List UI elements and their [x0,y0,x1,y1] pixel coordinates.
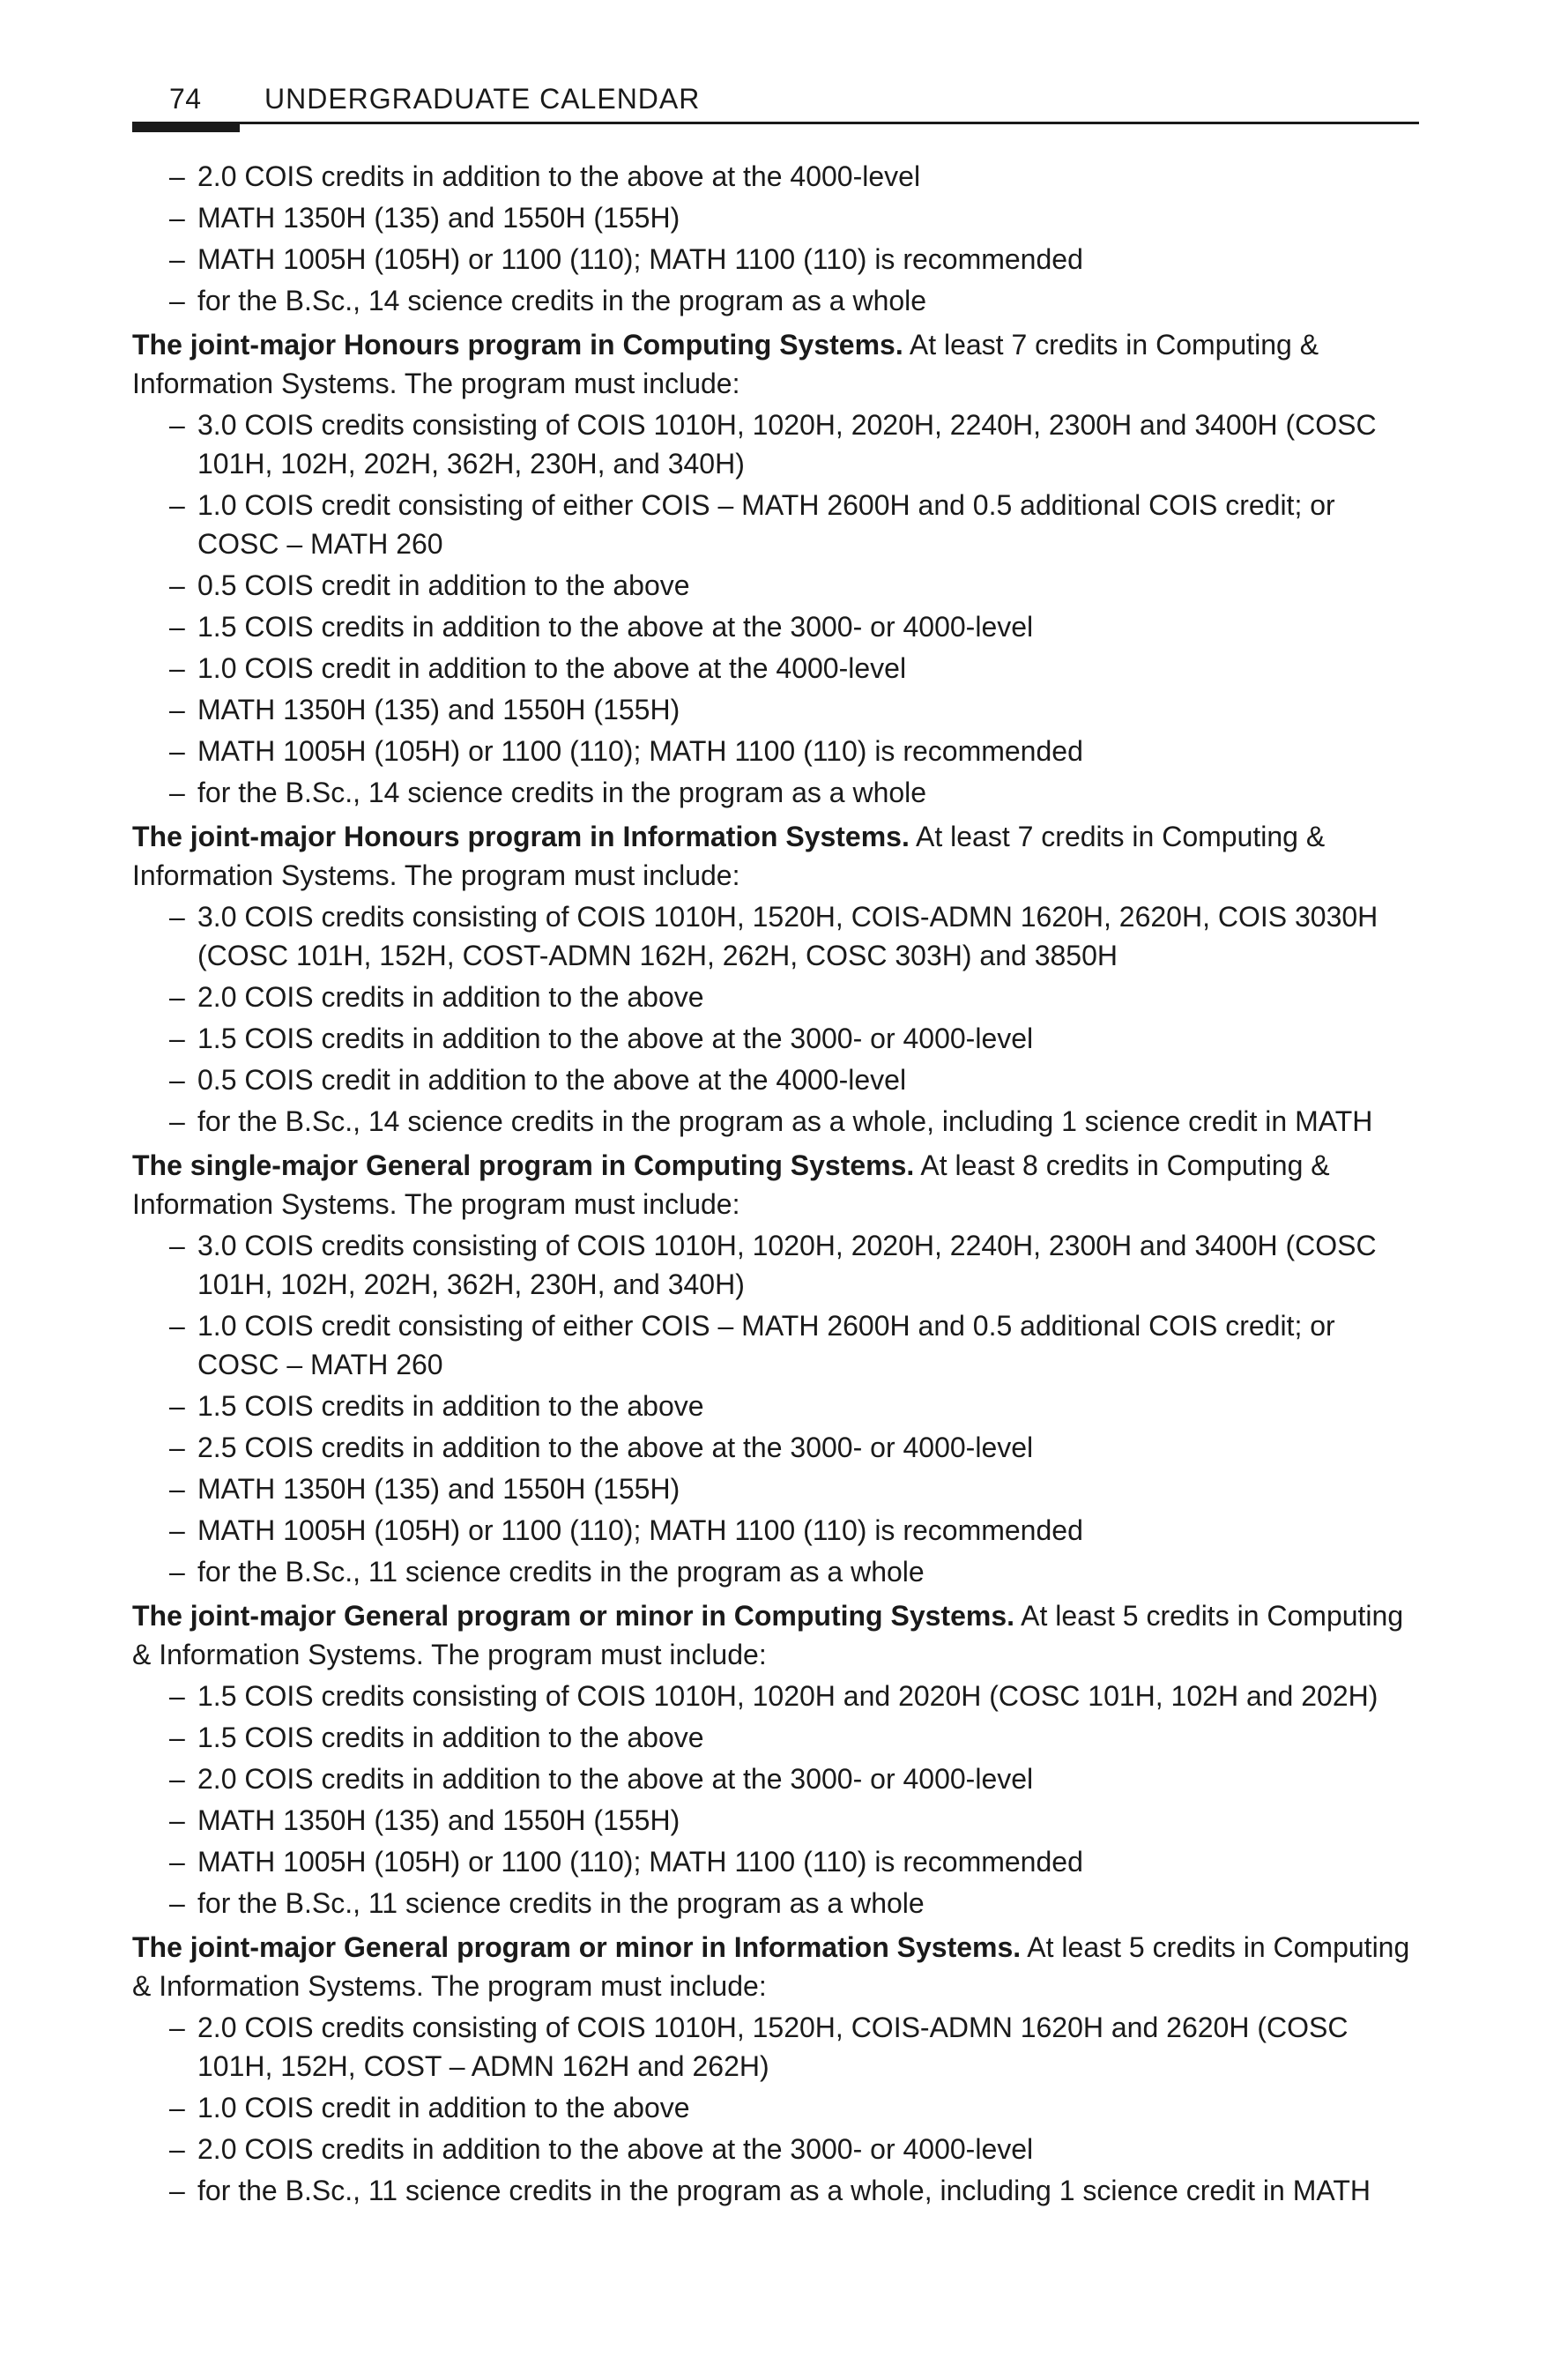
list-item-text: 0.5 COIS credit in addition to the above at the 4000-level [197,1064,907,1096]
dash-bullet: – [169,1722,185,1753]
list-item-text: 3.0 COIS credits consisting of COIS 1010H, 1020H, 2020H, 2240H, 2300H and 3400H (COSC 101H, 102H, 202H, 362H, 230H, and 340H) [197,1230,1377,1300]
dash-bullet: – [169,1680,185,1712]
list-item-text: 1.0 COIS credit consisting of either COIS – MATH 2600H and 0.5 additional COIS credit; or COSC – MATH 260 [197,489,1335,560]
dash-bullet: – [169,285,185,316]
dash-bullet: – [169,1763,185,1795]
list-item-text: MATH 1005H (105H) or 1100 (110); MATH 1100 (110) is recommended [197,735,1083,767]
section-lead [132,1928,1419,2005]
list-item-text: 1.0 COIS credit in addition to the above at the 4000-level [197,652,907,684]
list-item [132,405,1419,483]
dash-bullet: – [169,777,185,808]
list-item [132,157,1419,196]
list-item-text: 3.0 COIS credits consisting of COIS 1010H, 1020H, 2020H, 2240H, 2300H and 3400H (COSC 101H, 102H, 202H, 362H, 230H, and 340H) [197,409,1377,480]
list-item [132,2088,1419,2127]
list-item [132,240,1419,279]
section-text: At least 5 credits in Computing & Information Systems. The program must include: [132,1600,1404,1670]
list-item [132,1019,1419,1058]
section-lead [132,1596,1419,1674]
list-item [132,1306,1419,1384]
dash-bullet: – [169,981,185,1013]
list-item-text: MATH 1005H (105H) or 1100 (110); MATH 1100 (110) is recommended [197,1846,1083,1878]
dash-bullet: – [169,1310,185,1342]
section-lead [132,817,1419,895]
list-item-text: MATH 1350H (135) and 1550H (155H) [197,1473,680,1505]
dash-bullet: – [169,202,185,234]
list-item [132,732,1419,770]
list-item-text: 0.5 COIS credit in addition to the above [197,569,690,601]
dash-bullet: – [169,569,185,601]
list-item-text: 2.0 COIS credits consisting of COIS 1010H, 1520H, COIS-ADMN 1620H and 2620H (COSC 101H, 152H, COST – ADMN 162H and 262H) [197,2012,1349,2082]
list-item [132,1552,1419,1591]
dash-bullet: – [169,2012,185,2043]
program-section [132,1146,1419,1591]
list-item-text: for the B.Sc., 14 science credits in the program as a whole, including 1 science credit in MATH [197,1105,1373,1137]
list-item [132,2008,1419,2086]
dash-bullet: – [169,1514,185,1546]
list-item-text: 3.0 COIS credits consisting of COIS 1010H, 1520H, COIS-ADMN 1620H, 2620H, COIS 3030H (COSC 101H, 152H, COST-ADMN 162H, 262H, COSC 303H) and 3850H [197,901,1378,971]
list-item-text: for the B.Sc., 11 science credits in the program as a whole, including 1 science credit in MATH [197,2175,1371,2206]
requirements-list [132,2008,1419,2210]
section-text: At least 8 credits in Computing & Information Systems. The program must include: [132,1149,1330,1220]
list-item [132,1102,1419,1141]
section-text: At least 5 credits in Computing & Information Systems. The program must include: [132,1931,1410,2002]
dash-bullet: – [169,1390,185,1422]
list-item [132,1677,1419,1715]
program-section [132,817,1419,1141]
list-item [132,1884,1419,1923]
list-item [132,1718,1419,1757]
list-item-text: 1.5 COIS credits in addition to the above [197,1390,704,1422]
dash-bullet: – [169,1887,185,1919]
list-item [132,1469,1419,1508]
dash-bullet: – [169,1432,185,1463]
dash-bullet: – [169,611,185,643]
section-lead [132,1146,1419,1223]
intro-requirements-list [132,157,1419,320]
list-item [132,607,1419,646]
section-title: The joint-major Honours program in Computing Systems. [132,329,903,361]
dash-bullet: – [169,243,185,275]
dash-bullet: – [169,1556,185,1588]
section-title: The joint-major Honours program in Information Systems. [132,821,910,852]
list-item-text: for the B.Sc., 14 science credits in the program as a whole [197,285,927,316]
dash-bullet: – [169,1473,185,1505]
requirements-list [132,1677,1419,1923]
list-item [132,1226,1419,1304]
list-item [132,690,1419,729]
running-title: UNDERGRADUATE CALENDAR [264,83,701,115]
list-item [132,2171,1419,2210]
list-item-text: 2.0 COIS credits in addition to the above at the 3000- or 4000-level [197,1763,1034,1795]
list-item [132,1387,1419,1425]
dash-bullet: – [169,901,185,933]
list-item-text: MATH 1005H (105H) or 1100 (110); MATH 1100 (110) is recommended [197,1514,1083,1546]
list-item [132,1060,1419,1099]
list-item [132,1511,1419,1550]
list-item-text: for the B.Sc., 14 science credits in the program as a whole [197,777,927,808]
list-item-text: 2.0 COIS credits in addition to the above at the 3000- or 4000-level [197,2133,1034,2165]
page-content [132,157,1419,2213]
list-item-text: 2.0 COIS credits in addition to the above [197,981,704,1013]
list-item [132,773,1419,812]
list-item-text: 1.5 COIS credits consisting of COIS 1010H, 1020H and 2020H (COSC 101H, 102H and 202H) [197,1680,1378,1712]
program-section [132,1928,1419,2210]
list-item-text: for the B.Sc., 11 science credits in the program as a whole [197,1887,925,1919]
list-item-text: MATH 1350H (135) and 1550H (155H) [197,1804,680,1836]
list-item-text: MATH 1005H (105H) or 1100 (110); MATH 1100 (110) is recommended [197,243,1083,275]
requirements-list [132,405,1419,812]
list-item [132,649,1419,688]
section-title: The joint-major General program or minor in Computing Systems. [132,1600,1015,1632]
dash-bullet: – [169,1105,185,1137]
dash-bullet: – [169,1023,185,1054]
list-item-text: for the B.Sc., 11 science credits in the program as a whole [197,1556,925,1588]
dash-bullet: – [169,2175,185,2206]
dash-bullet: – [169,160,185,192]
list-item-text: MATH 1350H (135) and 1550H (155H) [197,694,680,725]
list-item [132,1842,1419,1881]
dash-bullet: – [169,409,185,441]
list-item-text: 1.5 COIS credits in addition to the above at the 3000- or 4000-level [197,611,1034,643]
list-item [132,897,1419,975]
list-item-text: 1.5 COIS credits in addition to the above at the 3000- or 4000-level [197,1023,1034,1054]
list-item-text: 2.0 COIS credits in addition to the above at the 4000-level [197,160,921,192]
list-item [132,281,1419,320]
dash-bullet: – [169,1064,185,1096]
list-item [132,198,1419,237]
dash-bullet: – [169,652,185,684]
dash-bullet: – [169,735,185,767]
page-header [132,78,1419,127]
list-item-text: 1.0 COIS credit consisting of either COIS – MATH 2600H and 0.5 additional COIS credit; or COSC – MATH 260 [197,1310,1335,1380]
list-item [132,566,1419,605]
section-lead [132,325,1419,403]
header-tab-bar [132,122,240,132]
program-section [132,1596,1419,1923]
section-title: The joint-major General program or minor in Information Systems. [132,1931,1022,1963]
section-title: The single-major General program in Computing Systems. [132,1149,915,1181]
dash-bullet: – [169,1846,185,1878]
list-item-text: 1.5 COIS credits in addition to the above [197,1722,704,1753]
list-item-text: MATH 1350H (135) and 1550H (155H) [197,202,680,234]
list-item [132,486,1419,563]
list-item-text: 2.5 COIS credits in addition to the above at the 3000- or 4000-level [197,1432,1034,1463]
list-item [132,1801,1419,1840]
dash-bullet: – [169,1804,185,1836]
requirements-list [132,1226,1419,1591]
dash-bullet: – [169,1230,185,1261]
list-item [132,1428,1419,1467]
list-item-text: 1.0 COIS credit in addition to the above [197,2092,690,2123]
dash-bullet: – [169,694,185,725]
list-item [132,1759,1419,1798]
program-section [132,325,1419,812]
page-number: 74 [169,83,202,115]
dash-bullet: – [169,489,185,521]
header-rule [132,122,1419,124]
list-item [132,2130,1419,2168]
dash-bullet: – [169,2133,185,2165]
section-text: At least 7 credits in Computing & Information Systems. The program must include: [132,821,1326,891]
section-text: At least 7 credits in Computing & Information Systems. The program must include: [132,329,1319,399]
dash-bullet: – [169,2092,185,2123]
list-item [132,978,1419,1016]
requirements-list [132,897,1419,1141]
